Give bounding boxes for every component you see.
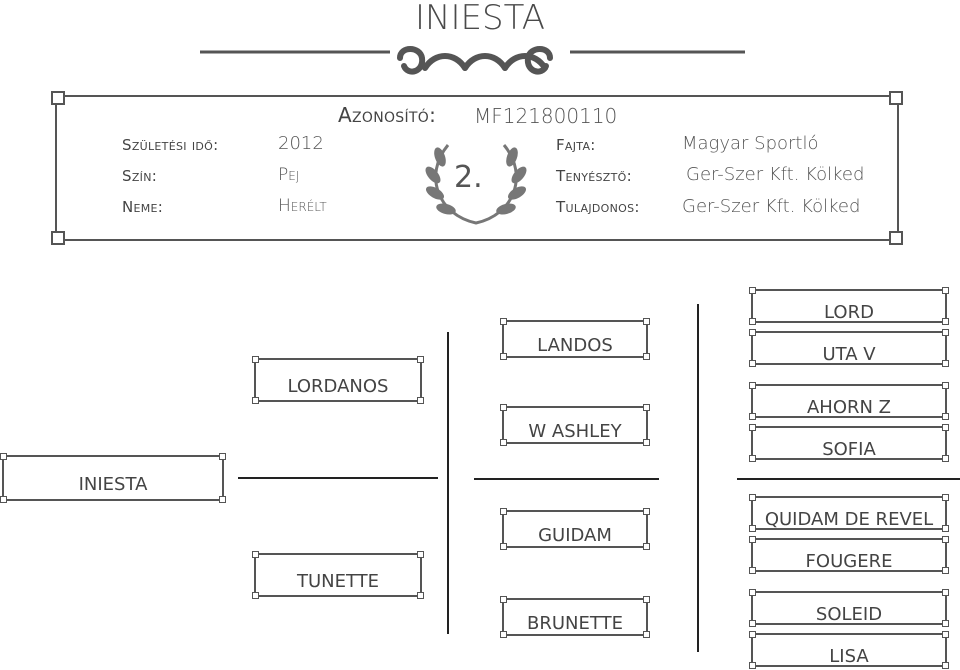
box-corner-icon [942,620,949,627]
box-corner-icon [643,508,650,515]
box-corner-icon [500,596,507,603]
box-corner-icon [643,353,650,360]
pedigree-ggp-1: LORD [751,289,947,323]
box-corner-icon [942,413,949,420]
box-corner-icon [500,631,507,638]
pedigree-ggp-2: UTA V [751,331,947,365]
box-corner-icon [252,592,259,599]
box-corner-icon [252,397,259,404]
color-value: Pej [278,165,300,185]
box-corner-icon [500,439,507,446]
box-corner-icon [749,589,756,596]
box-corner-icon [749,287,756,294]
box-corner-icon [749,329,756,336]
box-corner-icon [0,496,7,503]
box-corner-icon [749,525,756,532]
pedigree-ggp-3: AHORN Z [751,384,947,418]
pedigree-sire-dam: W ASHLEY [502,406,648,444]
box-corner-icon [749,413,756,420]
box-corner-icon [643,404,650,411]
breeder-label: Tenyésztő: [556,167,632,185]
birth-label: Születési idő: [122,136,219,154]
owner-value: Ger-Szer Kft. Kölked [682,196,861,217]
box-corner-icon [643,631,650,638]
sex-label: Neme: [122,198,164,216]
box-corner-icon [749,567,756,574]
pedigree-dam-sire: GUIDAM [502,510,648,548]
corner-ornament-icon [889,231,903,245]
owner-label: Tulajdonos: [556,198,640,216]
box-corner-icon [942,494,949,501]
pedigree-ggp-5: QUIDAM DE REVEL [751,496,947,530]
box-corner-icon [0,453,7,460]
pedigree-ggp-4: SOFIA [751,426,947,460]
box-corner-icon [942,424,949,431]
pedigree-sire-sire: LANDOS [502,320,648,358]
box-corner-icon [749,631,756,638]
box-corner-icon [942,287,949,294]
box-corner-icon [417,397,424,404]
box-corner-icon [417,551,424,558]
box-corner-icon [749,662,756,669]
id-label: Azonosító: [338,103,437,127]
box-corner-icon [500,543,507,550]
color-label: Szín: [122,167,158,185]
box-corner-icon [942,536,949,543]
box-corner-icon [942,662,949,669]
box-corner-icon [252,551,259,558]
box-corner-icon [643,543,650,550]
box-corner-icon [643,318,650,325]
box-corner-icon [749,494,756,501]
box-corner-icon [500,508,507,515]
box-corner-icon [749,318,756,325]
pedigree-subject: INIESTA [2,455,224,501]
box-corner-icon [417,592,424,599]
id-value: MF121800110 [474,104,618,128]
box-corner-icon [643,596,650,603]
pedigree-ggp-6: FOUGERE [751,538,947,572]
divider-line [474,478,659,480]
box-corner-icon [942,318,949,325]
title-ornament-icon [200,40,760,80]
box-corner-icon [749,620,756,627]
sex-value: Herélt [278,196,327,216]
breed-label: Fajta: [556,136,596,154]
pedigree-dam: TUNETTE [254,553,422,597]
corner-ornament-icon [51,91,65,105]
box-corner-icon [749,455,756,462]
box-corner-icon [219,453,226,460]
divider-line [447,332,449,634]
box-corner-icon [219,496,226,503]
corner-ornament-icon [889,91,903,105]
box-corner-icon [749,382,756,389]
box-corner-icon [942,525,949,532]
pedigree-ggp-8: LISA [751,633,947,667]
divider-line [737,478,960,480]
box-corner-icon [417,356,424,363]
box-corner-icon [942,382,949,389]
box-corner-icon [942,567,949,574]
divider-line [238,477,438,479]
pedigree-sire: LORDANOS [254,358,422,402]
box-corner-icon [749,536,756,543]
pedigree-ggp-7: SOLEID [751,591,947,625]
divider-line [697,304,699,652]
box-corner-icon [643,439,650,446]
birth-value: 2012 [278,133,324,154]
box-corner-icon [942,360,949,367]
pedigree-dam-dam: BRUNETTE [502,598,648,636]
box-corner-icon [942,455,949,462]
box-corner-icon [749,424,756,431]
breeder-value: Ger-Szer Kft. Kölked [686,164,865,185]
box-corner-icon [942,329,949,336]
box-corner-icon [500,353,507,360]
corner-ornament-icon [51,231,65,245]
box-corner-icon [749,360,756,367]
breed-value: Magyar Sportló [682,133,819,154]
rank-number: 2. [454,160,483,195]
page-title: INIESTA [415,0,545,38]
box-corner-icon [500,404,507,411]
box-corner-icon [252,356,259,363]
box-corner-icon [500,318,507,325]
box-corner-icon [942,589,949,596]
box-corner-icon [942,631,949,638]
